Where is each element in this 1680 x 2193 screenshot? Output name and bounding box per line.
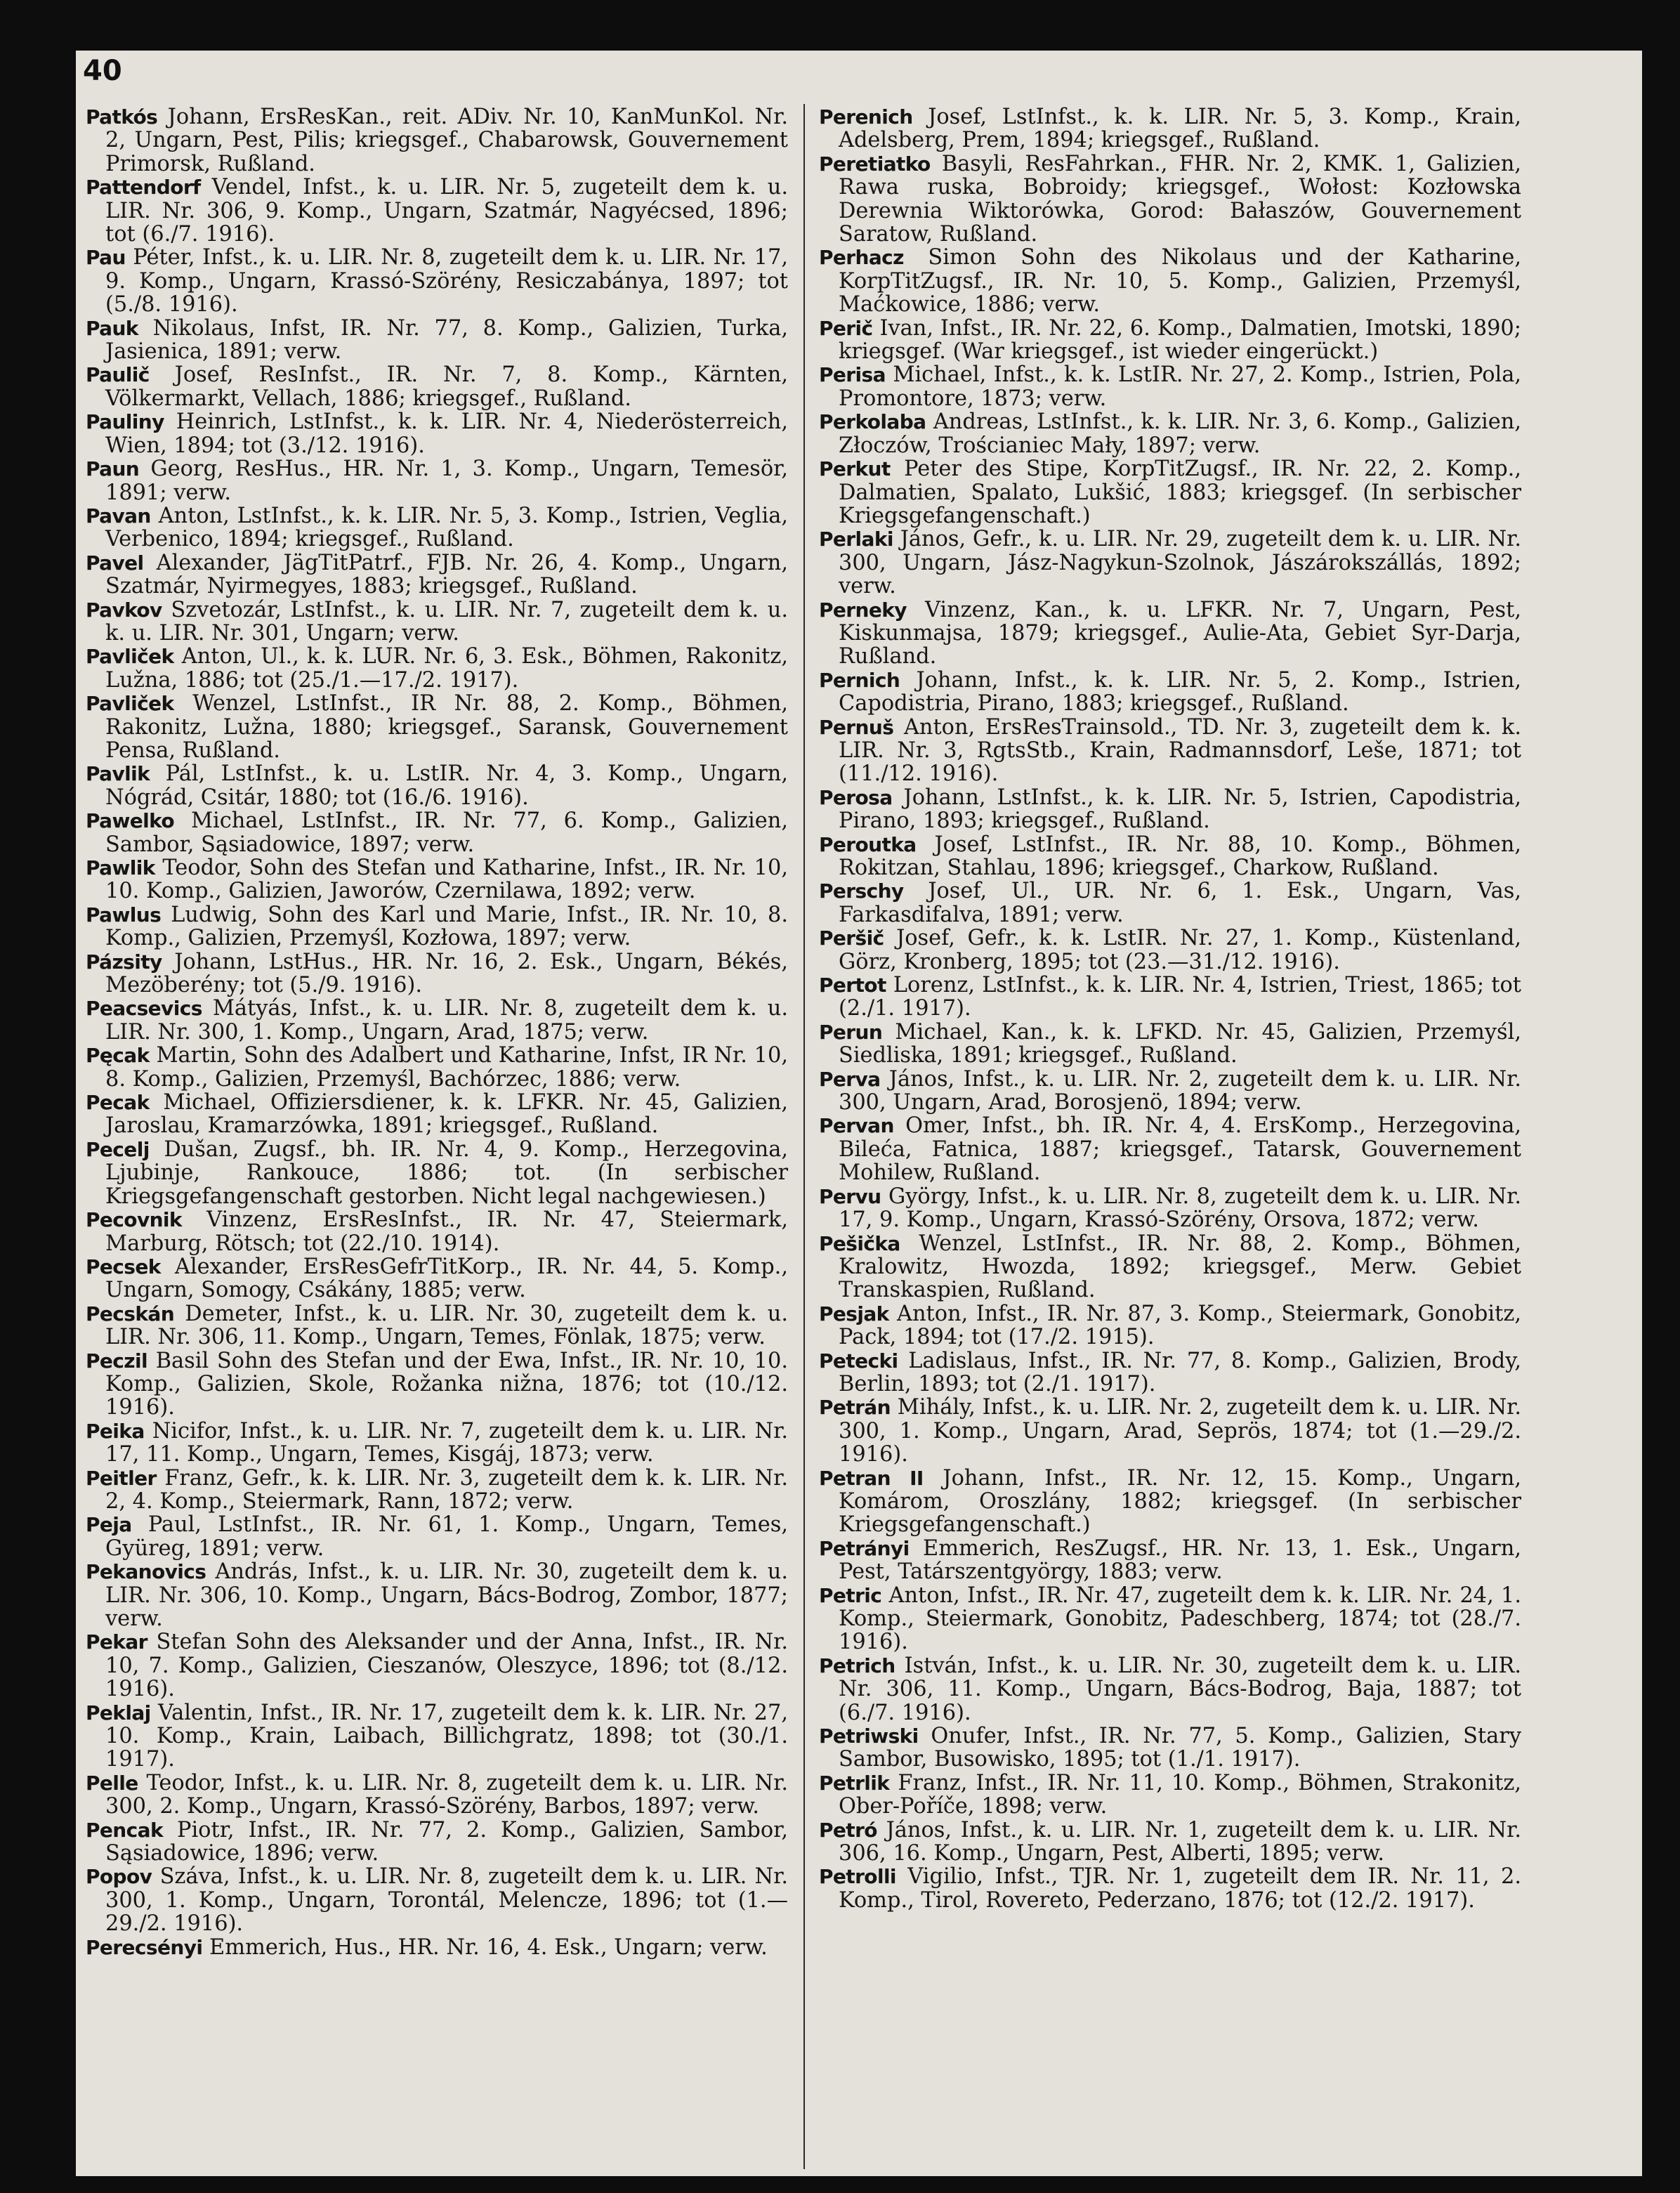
entry-details: Peter des Stipe, KorpTitZugsf., IR. Nr. 22, 2. Komp., Dalmatien, Spalato, Lukšić, 1883; kriegsgef. (In serbischer Kriegsgefangenschaft.)	[839, 457, 1521, 528]
register-entry	[86, 410, 788, 457]
register-entry	[86, 1513, 788, 1560]
register-entry	[86, 176, 788, 246]
register-entry	[86, 1772, 788, 1819]
entry-details: János, Gefr., k. u. LIR. Nr. 29, zugeteilt dem k. u. LIR. Nr. 300, Ungarn, Jász-Nagykun-Szolnok, Jászárokszállás, 1892; verw.	[839, 527, 1521, 599]
entry-surname: Pešička	[819, 1231, 900, 1255]
entry-details: Ladislaus, Infst., IR. Nr. 77, 8. Komp., Galizien, Brody, Berlin, 1893; tot (2./1. 1917).	[839, 1348, 1521, 1396]
entry-surname: Petrán	[819, 1396, 891, 1420]
entry-surname: Pekar	[86, 1630, 147, 1654]
register-entry	[819, 833, 1521, 880]
entry-surname: Pavliček	[86, 692, 174, 716]
entry-details: Lorenz, LstInfst., k. k. LIR. Nr. 4, Istrien, Triest, 1865; tot (2./1. 1917).	[839, 973, 1521, 1021]
column-divider	[803, 104, 805, 2169]
scan-border-top	[0, 0, 1680, 51]
register-entry	[86, 856, 788, 903]
entry-details: Paul, LstInfst., IR. Nr. 61, 1. Komp., Ungarn, Temes, Gyüreg, 1891; verw.	[105, 1512, 788, 1561]
register-entry	[819, 716, 1521, 786]
entry-surname: Perkut	[819, 457, 891, 481]
entry-details: Teodor, Sohn des Stefan und Katharine, Infst., IR. Nr. 10, 10. Komp., Galizien, Jaworów, Czernilawa, 1892; verw.	[105, 856, 788, 904]
entry-details: István, Infst., k. u. LIR. Nr. 30, zugeteilt dem k. u. LIR. Nr. 306, 11. Komp., Ungarn, Bács-Bodrog, Baja, 1887; tot (6./7. 1916).	[839, 1653, 1521, 1725]
entry-surname: Perecsényi	[86, 1935, 203, 1959]
register-entry	[86, 1044, 788, 1091]
entry-details: Anton, Infst., IR. Nr. 47, zugeteilt dem k. k. LIR. Nr. 24, 1. Komp., Steiermark, Gonobitz, Padeschberg, 1874; tot (28./7. 1916).	[839, 1583, 1521, 1655]
register-entry	[819, 1302, 1521, 1349]
left-column	[86, 105, 788, 1959]
entry-details: Wenzel, LstInfst., IR. Nr. 88, 2. Komp., Böhmen, Kralowitz, Hwozda, 1892; kriegsgef., Merw. Gebiet Transkaspien, Rußland.	[839, 1231, 1521, 1303]
entry-details: Josef, Ul., UR. Nr. 6, 1. Esk., Ungarn, Vas, Farkasdifalva, 1891; verw.	[839, 879, 1521, 927]
entry-surname: Petran II	[819, 1466, 924, 1490]
register-entry	[819, 1114, 1521, 1184]
entry-surname: Perenich	[819, 105, 913, 129]
entry-details: Anton, Infst., IR. Nr. 87, 3. Komp., Steiermark, Gonobitz, Pack, 1894; tot (17./2. 1915).	[839, 1301, 1521, 1350]
entry-details: Péter, Infst., k. u. LIR. Nr. 8, zugeteilt dem k. u. LIR. Nr. 17, 9. Komp., Ungarn, Krassó-Szörény, Resiczabánya, 1897; tot (5./8. 1916).	[105, 245, 788, 318]
entry-surname: Pavkov	[86, 598, 162, 622]
entry-surname: Pernich	[819, 668, 900, 692]
entry-surname: Paun	[86, 457, 140, 481]
entry-details: Piotr, Infst., IR. Nr. 77, 2. Komp., Galizien, Sambor, Sąsiadowice, 1896; verw.	[105, 1817, 788, 1866]
entry-details: Ludwig, Sohn des Karl und Marie, Infst., IR. Nr. 10, 8. Komp., Galizien, Przemyśl, Kozłowa, 1897; verw.	[105, 902, 788, 951]
register-entry	[86, 105, 788, 176]
entry-details: Michael, Kan., k. k. LFKD. Nr. 45, Galizien, Przemyśl, Siedliska, 1891; kriegsgef., Rußland.	[839, 1019, 1521, 1068]
register-entry	[819, 363, 1521, 410]
entry-details: Michael, Offiziersdiener, k. k. LFKR. Nr. 45, Galizien, Jaroslau, Kramarzówka, 1891; kriegsgef., Rußland.	[105, 1090, 788, 1139]
entry-surname: Petric	[819, 1583, 882, 1607]
register-entry	[819, 105, 1521, 152]
entry-surname: Peršič	[819, 927, 884, 950]
entry-surname: Petecki	[819, 1349, 898, 1373]
entry-details: Wenzel, LstInfst., IR Nr. 88, 2. Komp., Böhmen, Rakonitz, Lužna, 1880; kriegsgef., Saransk, Gouvernement Pensa, Rußland.	[105, 691, 788, 763]
entry-details: Alexander, ErsResGefrTitKorp., IR. Nr. 44, 5. Komp., Ungarn, Somogy, Csákány, 1885; verw.	[105, 1254, 788, 1303]
entry-surname: Perkolaba	[819, 410, 926, 434]
entry-surname: Petrányi	[819, 1536, 910, 1560]
entry-details: Josef, LstInfst., k. k. LIR. Nr. 5, 3. Komp., Krain, Adelsberg, Prem, 1894; kriegsgef., Rußland.	[839, 105, 1521, 153]
entry-surname: Pawlus	[86, 903, 162, 927]
entry-surname: Patkós	[86, 105, 158, 129]
entry-surname: Perosa	[819, 785, 893, 809]
register-entry	[86, 1467, 788, 1514]
entry-details: Josef, ResInfst., IR. Nr. 7, 8. Komp., Kärnten, Völkermarkt, Vellach, 1886; kriegsgef., Rußland.	[105, 362, 788, 411]
entry-surname: Pelle	[86, 1771, 138, 1795]
register-entry	[819, 1865, 1521, 1912]
register-entry	[86, 762, 788, 809]
register-entry	[819, 1724, 1521, 1772]
entry-details: Ivan, Infst., IR. Nr. 22, 6. Komp., Dalmatien, Imotski, 1890; kriegsgef. (War kriegsgef., ist wieder eingerückt.)	[839, 315, 1521, 365]
entry-surname: Pázsity	[86, 950, 162, 974]
entry-details: Vinzenz, ErsResInfst., IR. Nr. 47, Steiermark, Marburg, Rötsch; tot (22./10. 1914).	[105, 1207, 788, 1256]
entry-details: Georg, ResHus., HR. Nr. 1, 3. Komp., Ungarn, Temesör, 1891; verw.	[105, 457, 788, 505]
register-entry	[819, 152, 1521, 247]
register-entry	[819, 457, 1521, 528]
register-entry	[86, 997, 788, 1044]
register-entry	[819, 1068, 1521, 1115]
entry-surname: Paulič	[86, 363, 150, 387]
entry-details: Anton, LstInfst., k. k. LIR. Nr. 5, 3. Komp., Istrien, Veglia, Verbenico, 1894; kriegsgef., Rußland.	[105, 503, 788, 552]
register-entry	[86, 1138, 788, 1208]
register-entry	[86, 1819, 788, 1866]
register-entry	[819, 1772, 1521, 1819]
entry-details: Emmerich, ResZugsf., HR. Nr. 13, 1. Esk., Ungarn, Pest, Tatárszentgyörgy, 1883; verw.	[839, 1536, 1521, 1585]
register-entry	[819, 1185, 1521, 1232]
entry-surname: Perun	[819, 1020, 883, 1044]
entry-surname: Peika	[86, 1419, 145, 1443]
entry-details: Omer, Infst., bh. IR. Nr. 4, 4. ErsKomp., Herzegovina, Bileća, Fatnica, 1887; kriegsgef., Tatarsk, Gouvernement Mohilew, Rußland.	[839, 1113, 1521, 1186]
register-entry	[86, 1208, 788, 1255]
register-entry	[819, 1654, 1521, 1724]
entry-surname: Pęcak	[86, 1044, 150, 1068]
entry-surname: Perič	[819, 316, 873, 340]
register-entry	[86, 551, 788, 598]
entry-surname: Popov	[86, 1865, 152, 1889]
entry-surname: Petrlik	[819, 1771, 890, 1795]
entry-surname: Pavan	[86, 504, 151, 528]
entry-surname: Pervan	[819, 1114, 894, 1138]
register-entry	[86, 645, 788, 692]
register-entry	[819, 598, 1521, 669]
page-number: 40	[83, 55, 122, 87]
register-entry	[86, 809, 788, 856]
entry-surname: Petró	[819, 1818, 877, 1842]
entry-surname: Pau	[86, 246, 126, 270]
entry-details: Johann, ErsResKan., reit. ADiv. Nr. 10, KanMunKol. Nr. 2, Ungarn, Pest, Pilis; kriegsgef., Chabarowsk, Gouvernement Primorsk, Rußland.	[105, 105, 788, 176]
entry-surname: Pesjak	[819, 1302, 889, 1325]
entry-surname: Pecovnik	[86, 1208, 182, 1232]
register-entry	[86, 246, 788, 316]
entry-details: Heinrich, LstInfst., k. k. LIR. Nr. 4, Niederösterreich, Wien, 1894; tot (3./12. 1916).	[105, 410, 788, 458]
entry-details: János, Infst., k. u. LIR. Nr. 1, zugeteilt dem k. u. LIR. Nr. 306, 16. Komp., Ungarn, Pest, Alberti, 1895; verw.	[839, 1817, 1521, 1866]
register-entry	[86, 1302, 788, 1349]
entry-surname: Pecsek	[86, 1255, 161, 1278]
entry-details: Basyli, ResFahrkan., FHR. Nr. 2, KMK. 1, Galizien, Rawa ruska, Bobroidy; kriegsgef., Wołost: Kozłowska Derewnia Wiktorówka, Gorod: Bałaszów, Gouvernement Saratow, Rußland.	[839, 151, 1521, 247]
entry-details: Franz, Gefr., k. k. LIR. Nr. 3, zugeteilt dem k. k. LIR. Nr. 2, 4. Komp., Steiermark, Rann, 1872; verw.	[105, 1465, 788, 1514]
entry-surname: Pawlik	[86, 856, 155, 879]
entry-surname: Pecskán	[86, 1302, 175, 1325]
register-entry	[86, 457, 788, 504]
entry-surname: Perhacz	[819, 246, 904, 270]
entry-details: Vinzenz, Kan., k. u. LFKR. Nr. 7, Ungarn, Pest, Kiskunmajsa, 1879; kriegsgef., Aulie-Ata, Gebiet Syr-Darja, Rußland.	[839, 597, 1521, 669]
register-entry	[86, 950, 788, 997]
register-entry	[819, 410, 1521, 457]
scan-border-left	[0, 0, 76, 2193]
entry-surname: Pernuš	[819, 715, 894, 739]
entry-surname: Pecelj	[86, 1137, 150, 1161]
entry-surname: Perschy	[819, 879, 904, 903]
entry-details: Stefan Sohn des Aleksander und der Anna, Infst., IR. Nr. 10, 7. Komp., Galizien, Cieszanów, Oleszyce, 1896; tot (8./12. 1916).	[105, 1630, 788, 1702]
entry-details: Andreas, LstInfst., k. k. LIR. Nr. 3, 6. Komp., Galizien, Złoczów, Trościaniec Mały, 1897; verw.	[839, 410, 1521, 458]
register-entry	[819, 927, 1521, 974]
entry-surname: Perlaki	[819, 528, 893, 551]
entry-surname: Peretiatko	[819, 152, 931, 176]
entry-surname: Pauliny	[86, 410, 164, 434]
entry-surname: Peczil	[86, 1349, 148, 1373]
register-entry	[86, 504, 788, 551]
entry-details: Michael, LstInfst., IR. Nr. 77, 6. Komp., Galizien, Sambor, Sąsiadowice, 1897; verw.	[105, 809, 788, 857]
right-column	[819, 105, 1521, 1912]
register-entry	[819, 317, 1521, 364]
entry-details: Szvetozár, LstInfst., k. u. LIR. Nr. 7, zugeteilt dem k. u. k. u. LIR. Nr. 301, Ungarn; verw.	[105, 597, 788, 646]
register-entry	[86, 1091, 788, 1138]
entry-surname: Pekanovics	[86, 1560, 206, 1584]
entry-details: Josef, LstInfst., IR. Nr. 88, 10. Komp., Böhmen, Rokitzan, Stahlau, 1896; kriegsgef., Charkow, Rußland.	[839, 832, 1521, 880]
entry-surname: Perva	[819, 1067, 881, 1091]
entry-surname: Peroutka	[819, 832, 917, 856]
entry-details: Száva, Infst., k. u. LIR. Nr. 8, zugeteilt dem k. u. LIR. Nr. 300, 1. Komp., Ungarn, Torontál, Melencze, 1896; tot (1.—29./2. 1916).	[105, 1864, 788, 1937]
register-entry	[819, 879, 1521, 927]
entry-details: Johann, Infst., k. k. LIR. Nr. 5, 2. Komp., Istrien, Capodistria, Pirano, 1883; kriegsgef., Rußland.	[839, 667, 1521, 716]
entry-surname: Pervu	[819, 1184, 881, 1208]
register-entry	[819, 1819, 1521, 1866]
entry-details: Anton, ErsResTrainsold., TD. Nr. 3, zugeteilt dem k. k. LIR. Nr. 3, RgtsStb., Krain, Radmannsdorf, Leše, 1871; tot (11./12. 1916).	[839, 714, 1521, 787]
entry-details: András, Infst., k. u. LIR. Nr. 30, zugeteilt dem k. u. LIR. Nr. 306, 10. Komp., Ungarn, Bács-Bodrog, Zombor, 1877; verw.	[105, 1559, 788, 1631]
register-entry	[819, 974, 1521, 1021]
entry-details: Emmerich, Hus., HR. Nr. 16, 4. Esk., Ungarn; verw.	[209, 1935, 768, 1960]
entry-details: Vigilio, Infst., TJR. Nr. 1, zugeteilt dem IR. Nr. 11, 2. Komp., Tirol, Rovereto, Pederzano, 1876; tot (12./2. 1917).	[839, 1864, 1521, 1913]
register-entry	[819, 669, 1521, 716]
register-entry	[86, 1255, 788, 1302]
entry-details: Michael, Infst., k. k. LstIR. Nr. 27, 2. Komp., Istrien, Pola, Promontore, 1873; verw.	[839, 362, 1521, 411]
entry-surname: Perneky	[819, 598, 907, 622]
entry-surname: Petrich	[819, 1654, 895, 1677]
entry-surname: Pattendorf	[86, 176, 201, 199]
entry-details: Mihály, Infst., k. u. LIR. Nr. 2, zugeteilt dem k. u. LIR. Nr. 300, 1. Komp., Ungarn, Arad, Seprös, 1874; tot (1.—29./2. 1916).	[839, 1395, 1522, 1467]
entry-details: Nikolaus, Infst, IR. Nr. 77, 8. Komp., Galizien, Turka, Jasienica, 1891; verw.	[105, 315, 788, 365]
entry-surname: Pauk	[86, 316, 138, 340]
entry-surname: Pertot	[819, 974, 886, 997]
register-entry	[819, 1584, 1521, 1654]
entry-surname: Pavliček	[86, 645, 174, 669]
register-entry	[819, 1232, 1521, 1302]
register-entry	[819, 1467, 1521, 1537]
entry-details: Johann, LstInfst., k. k. LIR. Nr. 5, Istrien, Capodistria, Pirano, 1893; kriegsgef., Rußland.	[839, 785, 1521, 834]
register-entry	[819, 1396, 1521, 1466]
entry-surname: Peklaj	[86, 1701, 151, 1724]
entry-surname: Perisa	[819, 363, 886, 387]
entry-details: Vendel, Infst., k. u. LIR. Nr. 5, zugeteilt dem k. u. LIR. Nr. 306, 9. Komp., Ungarn, Szatmár, Nagyécsed, 1896; tot (6./7. 1916).	[105, 175, 788, 247]
entry-details: György, Infst., k. u. LIR. Nr. 8, zugeteilt dem k. u. LIR. Nr. 17, 9. Komp., Ungarn, Krassó-Szörény, Orsova, 1872; verw.	[839, 1184, 1521, 1233]
entry-details: Alexander, JägTitPatrf., FJB. Nr. 26, 4. Komp., Ungarn, Szatmár, Nyirmegyes, 1883; kriegsgef., Rußland.	[105, 550, 788, 599]
register-entry	[86, 1865, 788, 1935]
register-entry	[86, 598, 788, 646]
entry-details: Pál, LstInfst., k. u. LstIR. Nr. 4, 3. Komp., Ungarn, Nógrád, Csitár, 1880; tot (16./6. 1916).	[105, 761, 788, 810]
register-entry	[86, 1701, 788, 1772]
entry-surname: Petrolli	[819, 1865, 896, 1889]
register-entry	[86, 1420, 788, 1467]
entry-details: Nicifor, Infst., k. u. LIR. Nr. 7, zugeteilt dem k. u. LIR. Nr. 17, 11. Komp., Ungarn, Temes, Kisgáj, 1873; verw.	[105, 1418, 788, 1467]
register-entry	[86, 1936, 788, 1959]
entry-surname: Peitler	[86, 1466, 157, 1490]
scan-border-bottom	[0, 2176, 1680, 2193]
entry-details: Valentin, Infst., IR. Nr. 17, zugeteilt dem k. k. LIR. Nr. 27, 10. Komp., Krain, Laibach, Billichgratz, 1898; tot (30./1. 1917).	[105, 1700, 788, 1772]
register-entry	[86, 903, 788, 950]
entry-details: Martin, Sohn des Adalbert und Katharine, Infst, IR Nr. 10, 8. Komp., Galizien, Przemyśl, Bachórzec, 1886; verw.	[105, 1043, 788, 1092]
entry-details: Basil Sohn des Stefan und der Ewa, Infst., IR. Nr. 10, 10. Komp., Galizien, Skole, Rožanka nižna, 1876; tot (10./12. 1916).	[105, 1348, 788, 1420]
entry-surname: Petriwski	[819, 1724, 919, 1748]
register-entry	[86, 363, 788, 410]
entry-details: Anton, Ul., k. k. LUR. Nr. 6, 3. Esk., Böhmen, Rakonitz, Lužna, 1886; tot (25./1.—17./2. 1917).	[105, 644, 788, 693]
register-entry	[86, 317, 788, 364]
entry-details: Johann, Infst., IR. Nr. 12, 15. Komp., Ungarn, Komárom, Oroszlány, 1882; kriegsgef. (In serbischer Kriegsgefangenschaft.)	[839, 1465, 1522, 1538]
register-entry	[86, 1349, 788, 1420]
entry-details: Johann, LstHus., HR. Nr. 16, 2. Esk., Ungarn, Békés, Mezöberény; tot (5./9. 1916).	[105, 949, 788, 998]
register-entry	[86, 1630, 788, 1701]
register-entry	[819, 1537, 1521, 1584]
register-entry	[819, 1021, 1521, 1068]
entry-surname: Pavel	[86, 551, 144, 575]
register-entry	[86, 692, 788, 762]
register-entry	[819, 786, 1521, 833]
entry-surname: Pavlik	[86, 762, 150, 786]
register-entry	[819, 246, 1521, 316]
entry-details: Simon Sohn des Nikolaus und der Katharine, KorpTitZugsf., IR. Nr. 10, 5. Komp., Galizien, Przemyśl, Maćkowice, 1886; verw.	[839, 245, 1521, 318]
register-entry	[86, 1560, 788, 1630]
entry-details: Onufer, Infst., IR. Nr. 77, 5. Komp., Galizien, Stary Sambor, Busowisko, 1895; tot (1./1. 1917).	[839, 1724, 1521, 1772]
entry-details: János, Infst., k. u. LIR. Nr. 2, zugeteilt dem k. u. LIR. Nr. 300, Ungarn, Arad, Borosjenö, 1894; verw.	[839, 1066, 1521, 1115]
entry-details: Josef, Gefr., k. k. LstIR. Nr. 27, 1. Komp., Küstenland, Görz, Kronberg, 1895; tot (23.—31./12. 1916).	[839, 926, 1521, 974]
entry-surname: Pencak	[86, 1818, 163, 1842]
register-entry	[819, 528, 1521, 598]
entry-details: Teodor, Infst., k. u. LIR. Nr. 8, zugeteilt dem k. u. LIR. Nr. 300, 2. Komp., Ungarn, Krassó-Szörény, Barbos, 1897; verw.	[105, 1770, 788, 1819]
scan-border-right	[1642, 0, 1680, 2193]
register-entry	[819, 1349, 1521, 1396]
entry-details: Franz, Infst., IR. Nr. 11, 10. Komp., Böhmen, Strakonitz, Ober-Poříče, 1898; verw.	[839, 1770, 1521, 1819]
entry-surname: Peacsevics	[86, 997, 202, 1021]
entry-surname: Pecak	[86, 1091, 150, 1115]
entry-details: Demeter, Infst., k. u. LIR. Nr. 30, zugeteilt dem k. u. LIR. Nr. 306, 11. Komp., Ungarn, Temes, Fönlak, 1875; verw.	[105, 1301, 788, 1350]
entry-surname: Peja	[86, 1513, 132, 1537]
entry-details: Dušan, Zugsf., bh. IR. Nr. 4, 9. Komp., Herzegovina, Ljubinje, Rankouce, 1886; tot. (In serbischer Kriegsgefangenschaft gestorben. Nicht legal nachgewiesen.)	[105, 1137, 788, 1209]
entry-surname: Pawelko	[86, 809, 175, 833]
entry-details: Mátyás, Infst., k. u. LIR. Nr. 8, zugeteilt dem k. u. LIR. Nr. 300, 1. Komp., Ungarn, Arad, 1875; verw.	[105, 996, 788, 1045]
